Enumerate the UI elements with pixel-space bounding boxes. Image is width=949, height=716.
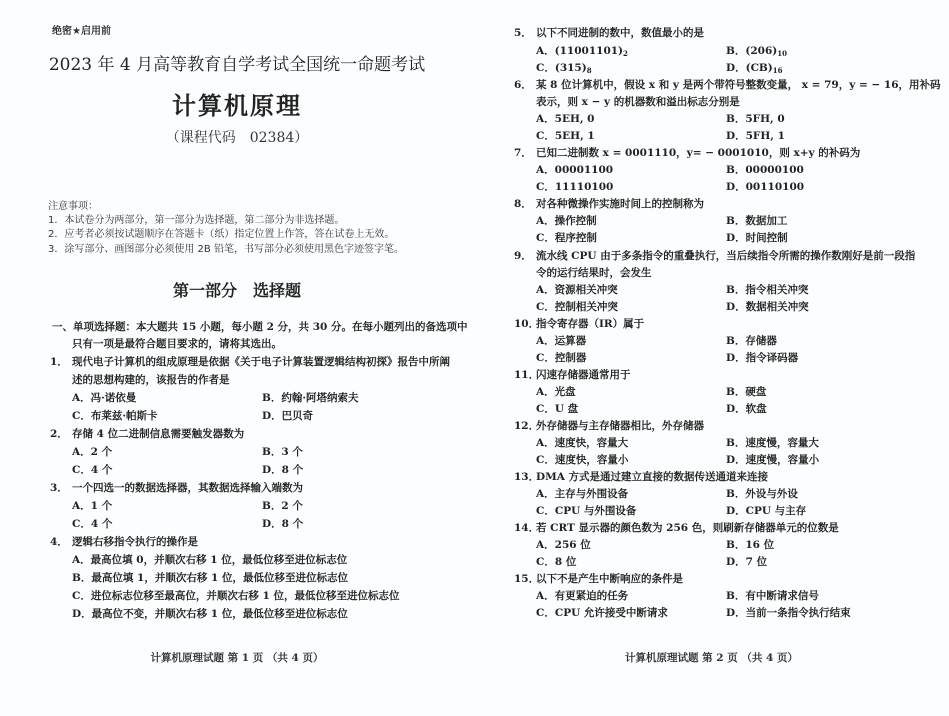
option-d[interactable]: D．8 个 bbox=[262, 518, 304, 530]
question-text: 已知二进制数 x = 0001110，y= − 0001010，则 x+y 的补码为 bbox=[536, 147, 861, 159]
question-number: 8． bbox=[514, 198, 532, 210]
option-c[interactable]: C．布莱兹·帕斯卡 bbox=[72, 410, 158, 422]
notes-heading: 注意事项： bbox=[48, 201, 98, 212]
option-d[interactable] bbox=[726, 60, 783, 75]
question-text: 闪速存储器通常用于 bbox=[536, 369, 631, 381]
option-c[interactable]: C．CPU 与外围设备 bbox=[536, 505, 637, 517]
option-b[interactable] bbox=[726, 43, 787, 58]
note-item: 2．应考者必须按试题顺序在答题卡（纸）指定位置上作答，答在试卷上无效。 bbox=[48, 229, 395, 240]
question-text: 现代电子计算机的组成原理是依据《关于电子计算装置逻辑结构初探》报告中所阐 bbox=[72, 356, 450, 368]
option-d[interactable]: D．时间控制 bbox=[726, 232, 788, 244]
question-3 bbox=[50, 480, 303, 495]
question-text: 一个四选一的数据选择器，其数据选择输入端数为 bbox=[72, 482, 303, 494]
question-number: 9． bbox=[514, 250, 532, 262]
option-b[interactable]: B．5FH, 0 bbox=[726, 113, 785, 125]
question-text: 外存储器与主存储器相比，外存储器 bbox=[536, 420, 704, 432]
question-11 bbox=[514, 367, 631, 382]
question-9 bbox=[514, 248, 915, 263]
option-label: C．(315) bbox=[536, 62, 587, 74]
option-d[interactable]: D．最高位不变，并顺次右移 1 位，最低位移至进位标志位 bbox=[72, 608, 348, 620]
option-a[interactable]: A．最高位填 0，并顺次右移 1 位，最低位移至进位标志位 bbox=[72, 554, 348, 566]
option-d[interactable]: D．巴贝奇 bbox=[262, 410, 314, 422]
question-text: 某 8 位计算机中，假设 x 和 y 是两个带符号整数变量， x = 79，y = − 16，用补码 bbox=[536, 79, 941, 91]
option-a[interactable]: A．操作控制 bbox=[536, 215, 597, 227]
question-number: 10． bbox=[514, 318, 540, 330]
question-text: 流水线 CPU 由于多条指令的重叠执行，当后续指令所需的操作数刚好是前一段指 bbox=[536, 250, 916, 262]
option-d[interactable]: D．数据相关冲突 bbox=[726, 301, 809, 313]
option-a[interactable]: A．资源相关冲突 bbox=[536, 284, 618, 296]
question-number: 5． bbox=[514, 27, 532, 39]
page-footer: 计算机原理试题 第 2 页 （共 4 页） bbox=[624, 652, 799, 664]
question-15 bbox=[514, 571, 683, 586]
question-number: 2． bbox=[50, 428, 68, 440]
option-b[interactable]: B．3 个 bbox=[262, 446, 303, 458]
question-4 bbox=[50, 534, 198, 549]
option-b[interactable]: B．最高位填 1，并顺次右移 1 位，最低位移至进位标志位 bbox=[72, 572, 348, 584]
note-item: 3．涂写部分、画图部分必须使用 2B 铅笔，书写部分必须使用黑色字迹签字笔。 bbox=[48, 244, 404, 255]
option-a[interactable] bbox=[536, 43, 628, 58]
option-d[interactable]: D．软盘 bbox=[726, 403, 767, 415]
option-c[interactable]: C．控制器 bbox=[536, 352, 587, 364]
option-d[interactable]: D．CPU 与主存 bbox=[726, 505, 807, 517]
option-a[interactable]: A．00001100 bbox=[536, 164, 614, 176]
option-c[interactable]: C．程序控制 bbox=[536, 232, 597, 244]
option-b[interactable]: B．2 个 bbox=[262, 500, 303, 512]
question-number: 13． bbox=[514, 471, 540, 483]
question-text: DMA 方式是通过建立直接的数据传送通道来连接 bbox=[536, 471, 769, 483]
question-5 bbox=[514, 25, 704, 40]
question-number: 1． bbox=[50, 356, 68, 368]
section-intro: 只有一项是最符合题目要求的，请将其选出。 bbox=[72, 338, 282, 350]
question-7 bbox=[514, 145, 860, 160]
option-b[interactable]: B．数据加工 bbox=[726, 215, 788, 227]
option-b[interactable]: B．存储器 bbox=[726, 335, 777, 347]
option-b[interactable]: B．约翰·阿塔纳索夫 bbox=[262, 392, 359, 404]
option-c[interactable]: C．4 个 bbox=[72, 464, 113, 476]
base-subscript: 2 bbox=[623, 49, 628, 58]
base-subscript: 10 bbox=[777, 49, 787, 58]
option-a[interactable]: A．运算器 bbox=[536, 335, 587, 347]
question-text: 指令寄存器（IR）属于 bbox=[536, 318, 645, 330]
option-c[interactable]: C．8 位 bbox=[536, 556, 577, 568]
option-a[interactable]: A．冯·诺依曼 bbox=[72, 392, 137, 404]
subject-title: 计算机原理 bbox=[172, 91, 302, 120]
option-d[interactable]: D．速度慢，容量小 bbox=[726, 454, 820, 466]
question-12 bbox=[514, 418, 704, 433]
question-2 bbox=[50, 426, 244, 441]
option-label: A．(11001101) bbox=[536, 45, 624, 57]
option-a[interactable]: A．速度快，容量大 bbox=[536, 437, 629, 449]
question-text: 述的思想构建的，该报告的作者是 bbox=[72, 374, 230, 386]
option-a[interactable]: A．主存与外围设备 bbox=[536, 488, 629, 500]
question-text: 表示，则 x − y 的机器数和溢出标志分别是 bbox=[536, 96, 740, 108]
course-code: （课程代码 02384） bbox=[165, 130, 309, 146]
section-intro: 一、单项选择题：本大题共 15 小题，每小题 2 分，共 30 分。在每小题列出的备选项中 bbox=[52, 321, 468, 333]
question-number: 11． bbox=[514, 369, 540, 381]
question-number: 7． bbox=[514, 147, 532, 159]
question-14 bbox=[514, 520, 839, 535]
question-10 bbox=[514, 316, 644, 331]
exam-title: 2023 年 4 月高等教育自学考试全国统一命题考试 bbox=[48, 55, 426, 75]
option-d[interactable]: D．8 个 bbox=[262, 464, 304, 476]
question-number: 4． bbox=[50, 536, 68, 548]
option-a[interactable]: A．1 个 bbox=[72, 500, 113, 512]
question-number: 15． bbox=[514, 573, 540, 585]
option-a[interactable]: A．256 位 bbox=[536, 539, 591, 551]
option-b[interactable]: B．有中断请求信号 bbox=[726, 590, 819, 602]
option-c[interactable]: C．4 个 bbox=[72, 518, 113, 530]
option-a[interactable]: A．5EH, 0 bbox=[536, 113, 595, 125]
option-label: D．(CB) bbox=[726, 62, 773, 74]
question-number: 14． bbox=[514, 522, 540, 534]
option-b[interactable]: B．指令相关冲突 bbox=[726, 284, 809, 296]
option-c[interactable]: C．5EH, 1 bbox=[536, 130, 595, 142]
option-a[interactable]: A．有更紧迫的任务 bbox=[536, 590, 629, 602]
page-footer: 计算机原理试题 第 1 页 （共 4 页） bbox=[150, 652, 324, 664]
question-number: 12． bbox=[514, 420, 540, 432]
question-text: 逻辑右移指令执行的操作是 bbox=[72, 536, 198, 548]
option-d[interactable]: D．当前一条指令执行结束 bbox=[726, 607, 851, 619]
option-d[interactable]: D．5FH, 1 bbox=[726, 130, 785, 142]
base-subscript: 16 bbox=[772, 66, 783, 75]
option-c[interactable] bbox=[536, 60, 592, 75]
base-subscript: 8 bbox=[586, 66, 592, 75]
question-13 bbox=[514, 469, 768, 484]
option-c[interactable]: C．CPU 允许接受中断请求 bbox=[536, 607, 668, 619]
option-d[interactable]: D．00110100 bbox=[726, 181, 805, 193]
option-d[interactable]: D．指令译码器 bbox=[726, 352, 799, 364]
option-d[interactable]: D．7 位 bbox=[726, 556, 768, 568]
option-b[interactable]: B．外设与外设 bbox=[726, 488, 798, 500]
option-c[interactable]: C．进位标志位移至最高位，并顺次右移 1 位，最低位移至进位标志位 bbox=[72, 590, 400, 602]
part-title: 第一部分 选择题 bbox=[172, 281, 301, 300]
option-c[interactable]: C．11110100 bbox=[536, 181, 614, 193]
option-a[interactable]: A．2 个 bbox=[72, 446, 113, 458]
exam-page-2 bbox=[474, 0, 949, 716]
question-text: 存储 4 位二进制信息需要触发器数为 bbox=[72, 428, 245, 440]
question-text: 若 CRT 显示器的颜色数为 256 色，则刷新存储器单元的位数是 bbox=[536, 522, 839, 534]
option-b[interactable]: B．00000100 bbox=[726, 164, 804, 176]
option-c[interactable]: C．控制相关冲突 bbox=[536, 301, 618, 313]
option-b[interactable]: B．速度慢，容量大 bbox=[726, 437, 819, 449]
option-c[interactable]: C．速度快，容量小 bbox=[536, 454, 629, 466]
option-c[interactable]: C．U 盘 bbox=[536, 403, 579, 415]
option-b[interactable]: B．硬盘 bbox=[726, 386, 767, 398]
question-text: 令的运行结果时，会发生 bbox=[536, 267, 652, 279]
option-label: B．(206) bbox=[726, 45, 778, 57]
question-6 bbox=[514, 77, 941, 92]
question-text: 对各种微操作实施时间上的控制称为 bbox=[536, 198, 704, 210]
question-number: 3． bbox=[50, 482, 68, 494]
option-b[interactable]: B．16 位 bbox=[726, 539, 775, 551]
option-a[interactable]: A．光盘 bbox=[536, 386, 576, 398]
note-item: 1．本试卷分为两部分，第一部分为选择题，第二部分为非选择题。 bbox=[48, 215, 345, 226]
question-1 bbox=[50, 354, 450, 369]
question-text: 以下不同进制的数中，数值最小的是 bbox=[536, 27, 704, 39]
question-8 bbox=[514, 196, 704, 211]
exam-page-1 bbox=[0, 0, 474, 716]
confidential-label: 绝密★启用前 bbox=[52, 26, 111, 37]
question-number: 6． bbox=[514, 79, 532, 91]
question-text: 以下不是产生中断响应的条件是 bbox=[536, 573, 683, 585]
